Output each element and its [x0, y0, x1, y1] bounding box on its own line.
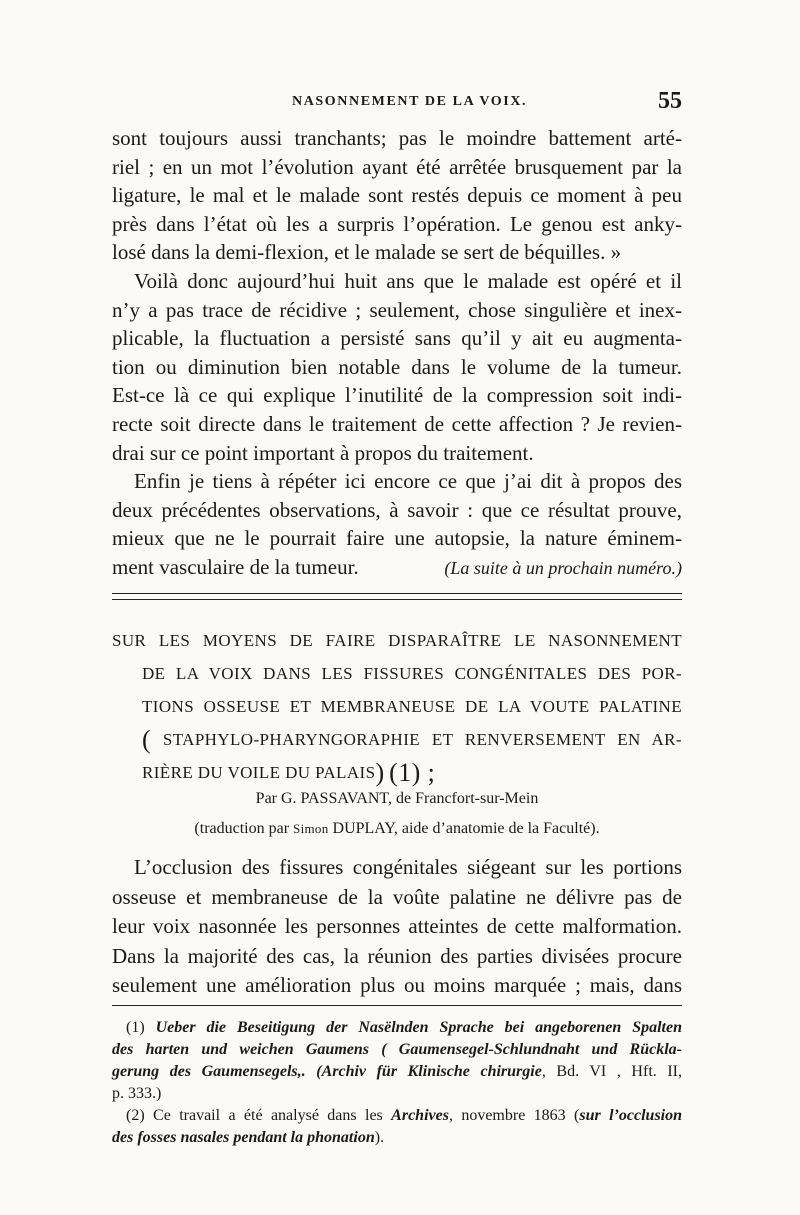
title-line: RIÈRE DU VOILE DU PALAIS: [142, 763, 376, 782]
section-divider: [112, 593, 682, 600]
text-line: deux précédentes observations, à savoir : que ce résultat prouve,: [112, 497, 682, 522]
text-line: ligature, le mal et le malade sont restés depuis ce moment à peu: [112, 183, 682, 208]
text-line: Dans la majorité des cas, la réunion des parties divisées procure: [112, 943, 682, 968]
text-line: plicable, la fluctuation a persisté sans qu’il y ait eu augmenta-: [112, 326, 682, 351]
text-line: n’y a pas trace de récidive ; seulement, chose singulière et inex-: [112, 297, 682, 322]
text-line: recte soit directe dans le traitement de cette affection ? Je revien-: [112, 411, 682, 436]
translator-credit: (traduction par Simon DUPLAY, aide d’anatomie de la Faculté).: [194, 820, 600, 837]
text-line: mieux que ne le pourrait faire une autopsie, la nature éminem-: [112, 526, 682, 551]
footnote-1: (1) Ueber die Beseitigung der Nasëlnden Sprache bei angeborenen Spalten: [126, 1019, 683, 1036]
title-line: STAPHYLO-PHARYNGORAPHIE ET RENVERSEMENT EN AR-: [162, 730, 682, 749]
text-line: près dans l’état où les a surpris l’opération. Le genou est anky-: [112, 211, 682, 236]
text-line: Est-ce là ce qui explique l’inutilité de la compression soit indi-: [112, 383, 682, 408]
article-title: [112, 624, 682, 789]
footnote-2: (2) Ce travail a été analysé dans les Archives, novembre 1863 (sur l’occlusion: [126, 1107, 683, 1124]
text-line: leur voix nasonnée les personnes atteintes de cette malformation.: [112, 914, 682, 938]
text-line: sont toujours aussi tranchants; pas le moindre battement arté-: [112, 126, 682, 150]
footnote-line: des harten und weichen Gaumens ( Gaumensegel-Schlundnaht und Rückla-: [112, 1041, 682, 1058]
title-line-parenthetical: ( STAPHYLO-PHARYNGORAPHIE ET RENVERSEMENT EN AR-: [142, 725, 682, 754]
title-line: SUR LES MOYENS DE FAIRE DISPARAÎTRE LE NASONNEMENT: [112, 631, 682, 650]
footnote-ref: (1) ;: [389, 758, 436, 787]
text-line: seulement une amélioration plus ou moins marquée ; mais, dans: [112, 973, 682, 997]
title-line-end: RIÈRE DU VOILE DU PALAIS) (1) ;: [142, 758, 436, 787]
text-line: ment vasculaire de la tumeur.: [112, 554, 359, 579]
text-line: riel ; en un mot l’évolution ayant été arrêtée brusquement par la: [112, 154, 682, 179]
footnote-divider: [112, 1005, 682, 1006]
text-line: drai sur ce point important à propos du traitement.: [112, 440, 534, 465]
translator-first-name: Simon: [293, 821, 329, 836]
footnote-line: p. 333.): [112, 1085, 162, 1102]
footnote-line: gerung des Gaumensegels,. (Archiv für Klinische chirurgie, Bd. VI , Hft. II,: [112, 1063, 683, 1080]
footnote-line: des fosses nasales pendant la phonation).: [112, 1129, 385, 1146]
page-header: [112, 88, 682, 122]
text-line: L’occlusion des fissures congénitales siégeant sur les portions: [134, 855, 682, 879]
author-byline: Par G. PASSAVANT, de Francfort-sur-Mein: [255, 790, 539, 807]
continuation-note: (La suite à un prochain numéro.): [444, 558, 682, 578]
text-line: Voilà donc aujourd’hui huit ans que le malade est opéré et il: [134, 268, 682, 293]
article-paragraph: [112, 853, 682, 1001]
text-line: tion ou diminution bien notable dans le volume de la tumeur.: [112, 354, 682, 379]
text-line: Enfin je tiens à répéter ici encore ce que j’ai dit à propos des: [134, 469, 682, 494]
text-line: losé dans la demi-flexion, et le malade se sert de béquilles. »: [112, 240, 622, 265]
title-line: TIONS OSSEUSE ET MEMBRANEUSE DE LA VOUTE PALATINE: [142, 697, 682, 716]
body-text: [112, 124, 682, 582]
title-line: DE LA VOIX DANS LES FISSURES CONGÉNITALES DES POR-: [142, 664, 682, 683]
running-title: NASONNEMENT DE LA VOIX.: [292, 94, 528, 109]
text-line: osseuse et membraneuse de la voûte palatine ne délivre pas de: [112, 884, 682, 909]
footnotes: [112, 1017, 682, 1149]
page-number: 55: [658, 88, 682, 114]
